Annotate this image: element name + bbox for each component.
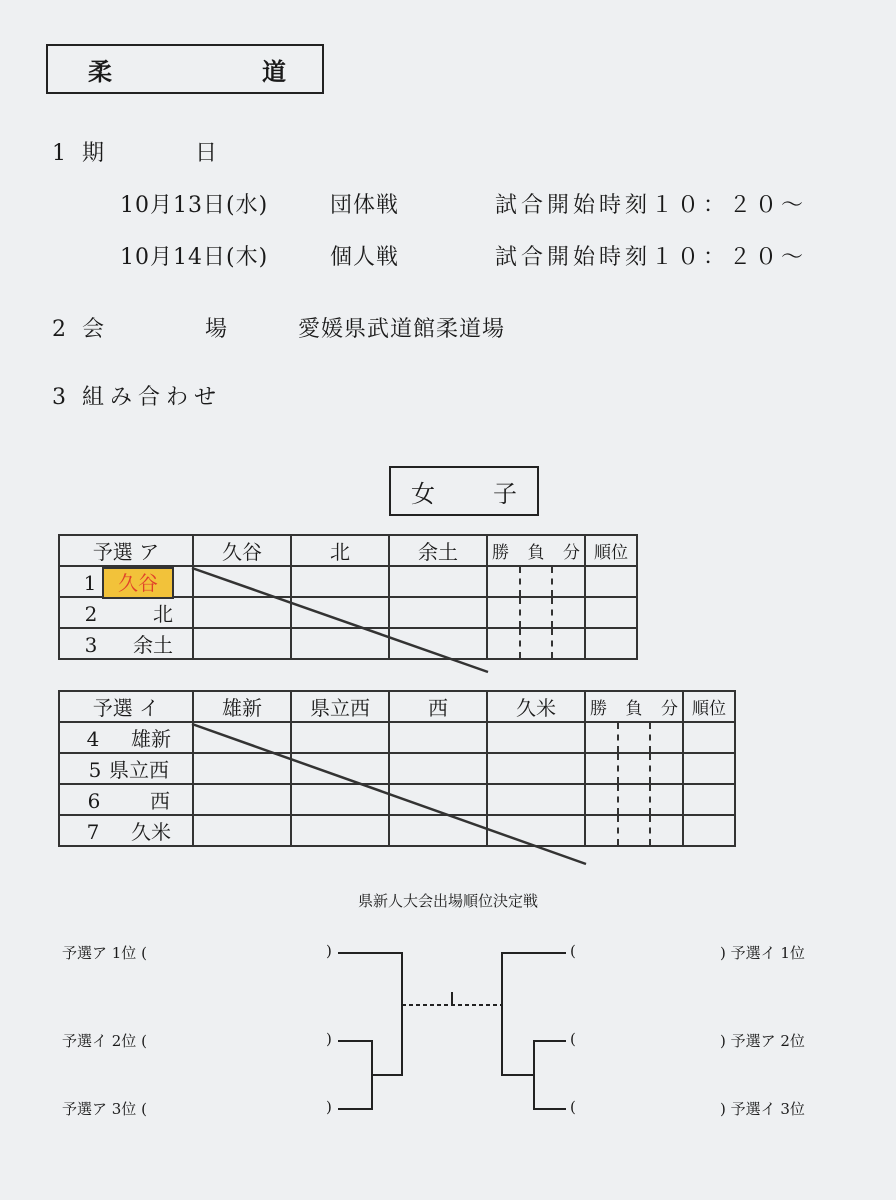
table-row: 2 北 [59,597,637,628]
highlighted-team: 久谷 [102,567,174,599]
table-header-row: 予選 イ 雄新 県立西 西 久米 勝 負 分 順位 [59,691,735,722]
playoff-bracket [338,953,566,1109]
pool-a-header: 予選 ア [59,535,193,566]
schedule-heading: 1 期 日 [52,141,219,166]
table-row: 1 久谷 [59,566,637,597]
open-paren: ( [570,1030,576,1048]
close-paren: ) [326,1098,332,1116]
playoff-right-3: ) 予選イ 3位 [720,1100,805,1118]
table-row: 7 久米 [59,815,735,846]
table-row: 5 県立西 [59,753,735,784]
playoff-right-1: ) 予選イ 1位 [720,944,805,962]
pool-b-diagonal [192,724,586,864]
close-paren: ) [326,1030,332,1048]
playoff-right-2: ) 予選ア 2位 [720,1032,805,1050]
venue: 2 会 場 愛媛県武道館柔道場 [52,317,506,342]
title-right: 道 [262,56,286,86]
playoff-title: 県新人大会出場順位決定戦 [357,892,538,910]
table-row: 6 西 [59,784,735,815]
pool-a-diagonal [192,568,488,672]
open-paren: ( [570,1098,576,1116]
schedule-row: 10月14日(木) 個人戦 試合開始時刻１０：２０～ [120,245,808,270]
venue-value: 愛媛県武道館柔道場 [298,317,506,342]
playoff-left-1: 予選ア 1位 ( [62,944,147,962]
wld-header: 勝 負 分 [585,691,683,722]
open-paren: ( [570,942,576,960]
table-header-row: 予選 ア 久谷 北 余土 勝 負 分 順位 [59,535,637,566]
table-row: 4 雄新 [59,722,735,753]
wld-header: 勝 負 分 [487,535,585,566]
title-left: 柔 [88,56,112,86]
division-box: 女 子 [389,466,539,516]
schedule-row: 10月13日(水) 団体戦 試合開始時刻１０：２０～ [120,193,808,218]
playoff-left-2: 予選イ 2位 ( [62,1032,147,1050]
table-row: 3 余土 [59,628,637,659]
playoff-left-3: 予選ア 3位 ( [62,1100,147,1118]
close-paren: ) [326,942,332,960]
matchups-heading: 3 組み合わせ [52,385,223,410]
pool-b-header: 予選 イ [59,691,193,722]
